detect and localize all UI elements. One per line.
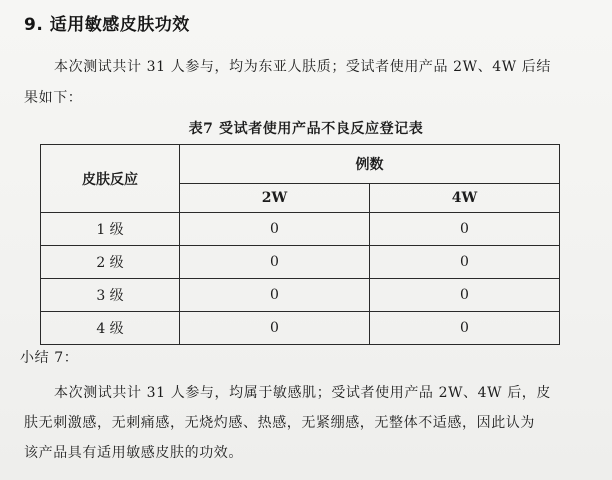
summary-paragraph: [24, 378, 584, 468]
section-heading: 9. 适用敏感皮肤功效: [24, 15, 190, 35]
intro-line-1: 本次测试共计 31 人参与，均为东亚人肤质；受试者使用产品 2W、4W 后结: [54, 59, 552, 75]
intro-line-2: 果如下：: [24, 90, 83, 106]
row-level: 1 级: [41, 213, 180, 246]
row-4w-count: 0: [370, 213, 560, 246]
table-row: [41, 246, 560, 279]
intro-paragraph: [24, 52, 584, 114]
header-case-count: 例数: [180, 145, 560, 184]
row-level: 3 级: [41, 279, 180, 312]
summary-line-1: 本次测试共计 31 人参与，均属于敏感肌；受试者使用产品 2W、4W 后，皮: [54, 385, 552, 401]
row-2w-count: 0: [180, 213, 370, 246]
header-skin-reaction: 皮肤反应: [41, 145, 180, 213]
row-4w-count: 0: [370, 246, 560, 279]
adverse-reaction-table: [40, 144, 560, 345]
row-level: 2 级: [41, 246, 180, 279]
table-row: [41, 312, 560, 345]
summary-line-3: 该产品具有适用敏感皮肤的功效。: [24, 445, 243, 461]
row-2w-count: 0: [180, 246, 370, 279]
table-row: [41, 213, 560, 246]
header-4w: 4W: [370, 184, 560, 213]
table-row: [41, 279, 560, 312]
summary-line-2: 肤无刺激感，无刺痛感，无烧灼感、热感，无紧绷感，无整体不适感，因此认为: [24, 415, 535, 431]
header-2w: 2W: [180, 184, 370, 213]
row-2w-count: 0: [180, 312, 370, 345]
row-2w-count: 0: [180, 279, 370, 312]
summary-title: 小结 7：: [20, 350, 79, 366]
row-4w-count: 0: [370, 279, 560, 312]
table-caption: 表7 受试者使用产品不良反应登记表: [188, 121, 424, 137]
row-4w-count: 0: [370, 312, 560, 345]
row-level: 4 级: [41, 312, 180, 345]
